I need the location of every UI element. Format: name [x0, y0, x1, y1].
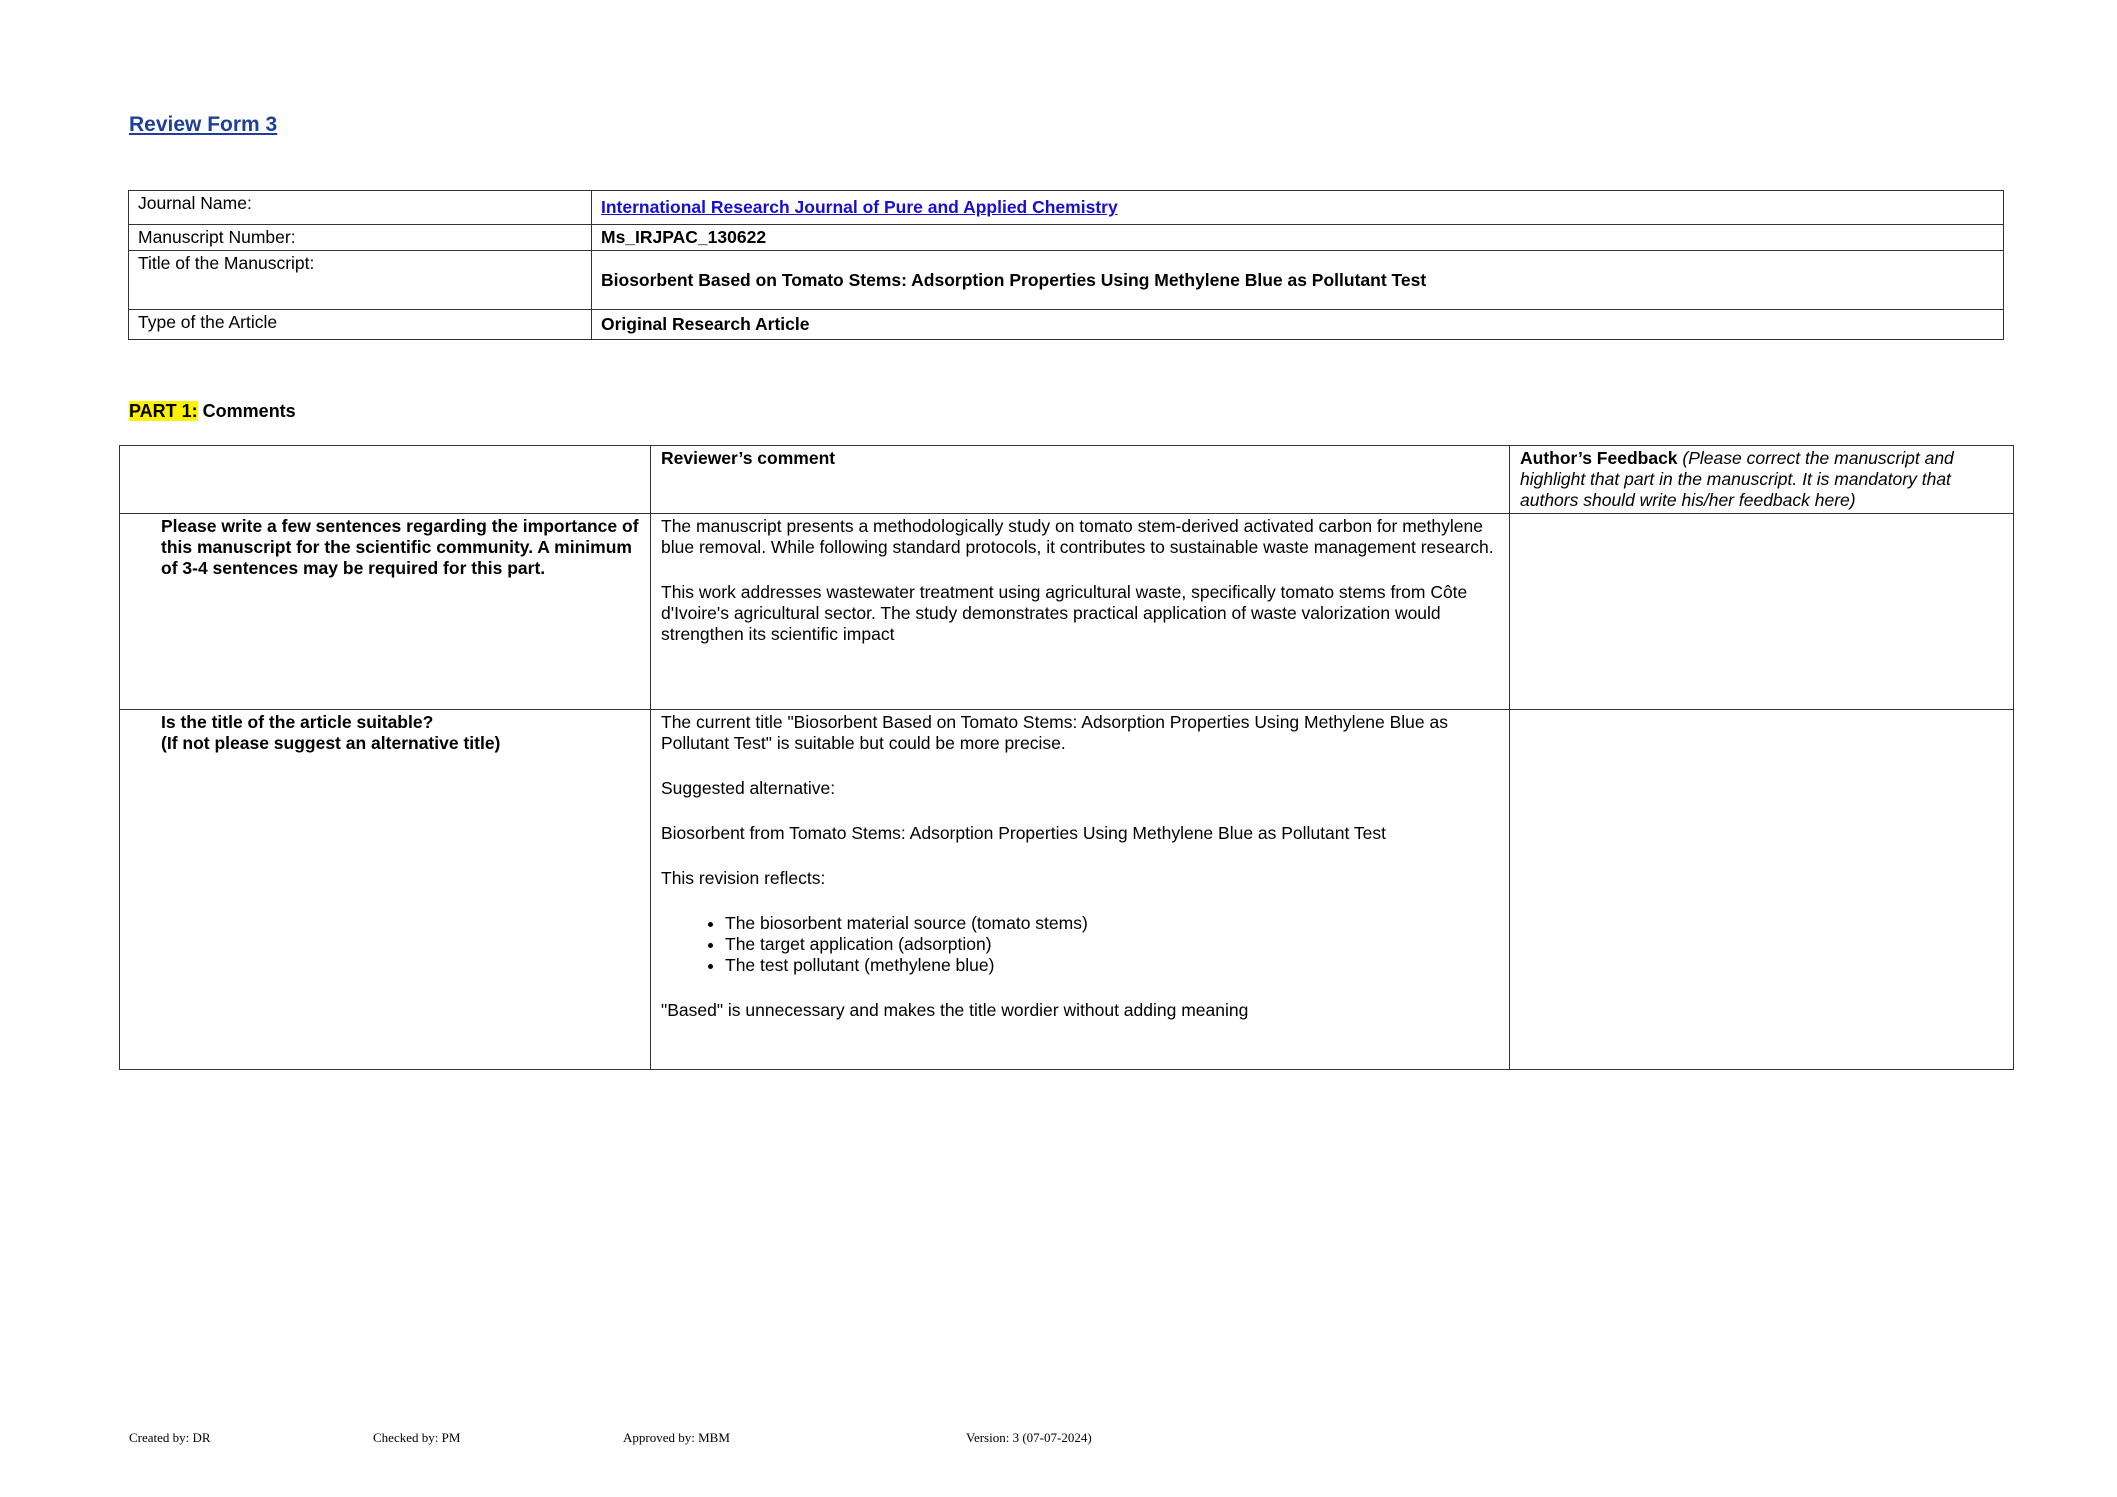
type-value: Original Research Article	[592, 310, 2004, 340]
importance-comment-p1: The manuscript presents a methodologically study on tomato stem-derived activated carbon for methylene blue removal. While following standard protocols, it contributes to sustainable waste management research.	[661, 516, 1494, 557]
manuscript-label: Manuscript Number:	[129, 225, 592, 251]
journal-link[interactable]: International Research Journal of Pure and Applied Chemistry	[601, 197, 1118, 217]
manuscript-value: Ms_IRJPAC_130622	[592, 225, 2004, 251]
title-question-line2: (If not please suggest an alternative title)	[161, 733, 501, 753]
importance-author-feedback[interactable]	[1510, 514, 2014, 710]
bullet-item: • The test pollutant (methylene blue)	[725, 955, 1499, 976]
title-suitability-row	[120, 710, 2014, 1070]
author-feedback-instructions: (Please correct the manuscript and highlight that part in the manuscript. It is mandatory that authors should write his/her feedback here)	[1520, 448, 1954, 510]
part-number: PART 1:	[129, 401, 198, 421]
header-empty-cell	[120, 446, 651, 514]
footer-approved: Approved by: MBM	[623, 1430, 730, 1445]
bullet-item: • The target application (adsorption)	[725, 934, 1499, 955]
form-title[interactable]: Review Form 3	[129, 113, 278, 136]
bullet-item: • The biosorbent material source (tomato stems)	[725, 913, 1499, 934]
title-comment-p5: "Based" is unnecessary and makes the title wordier without adding meaning	[661, 1000, 1249, 1020]
title-comment-p2: Suggested alternative:	[661, 778, 836, 798]
footer-created: Created by: DR	[129, 1430, 211, 1445]
title-comment-p1: The current title "Biosorbent Based on Tomato Stems: Adsorption Properties Using Methylene Blue as Pollutant Test" is suitable but could be more precise.	[661, 712, 1448, 753]
type-label: Type of the Article	[129, 310, 592, 340]
footer-version: Version: 3 (07-07-2024)	[966, 1430, 1092, 1445]
title-question	[120, 710, 651, 1070]
journal-row	[129, 191, 2004, 225]
title-label: Title of the Manuscript:	[129, 251, 592, 310]
footer-checked: Checked by: PM	[373, 1430, 461, 1445]
importance-comment-p2: This work addresses wastewater treatment using agricultural waste, specifically tomato stems from Côte d'Ivoire's agricultural sector. The study demonstrates practical application of waste valorization would strengthen its scientific impact	[661, 582, 1468, 644]
title-comment-p3: Biosorbent from Tomato Stems: Adsorption Properties Using Methylene Blue as Pollutant Test	[661, 823, 1387, 843]
importance-question: Please write a few sentences regarding the importance of this manuscript for the scientific community. A minimum of 3-4 sentences may be required for this part.	[120, 514, 651, 710]
comments-header-row	[120, 446, 2014, 514]
title-question-line1: Is the title of the article suitable?	[161, 712, 434, 732]
manuscript-row	[129, 225, 2004, 251]
author-feedback-header	[1510, 446, 2014, 514]
type-row	[129, 310, 2004, 340]
importance-row	[120, 514, 2014, 710]
manuscript-info-table	[128, 190, 2004, 340]
journal-label: Journal Name:	[129, 191, 592, 225]
title-comment-bullets	[661, 913, 1499, 976]
part-heading	[129, 401, 296, 422]
journal-value	[592, 191, 2004, 225]
importance-reviewer-comment	[651, 514, 1510, 710]
title-row	[129, 251, 2004, 310]
title-value: Biosorbent Based on Tomato Stems: Adsorption Properties Using Methylene Blue as Pollutant Test	[592, 251, 2004, 310]
author-feedback-title: Author’s Feedback	[1520, 448, 1678, 468]
comments-table	[119, 445, 2014, 1070]
title-author-feedback[interactable]	[1510, 710, 2014, 1070]
part-title: Comments	[197, 401, 296, 421]
title-reviewer-comment	[651, 710, 1510, 1070]
reviewer-comment-header: Reviewer’s comment	[651, 446, 1510, 514]
title-comment-p4: This revision reflects:	[661, 868, 826, 888]
